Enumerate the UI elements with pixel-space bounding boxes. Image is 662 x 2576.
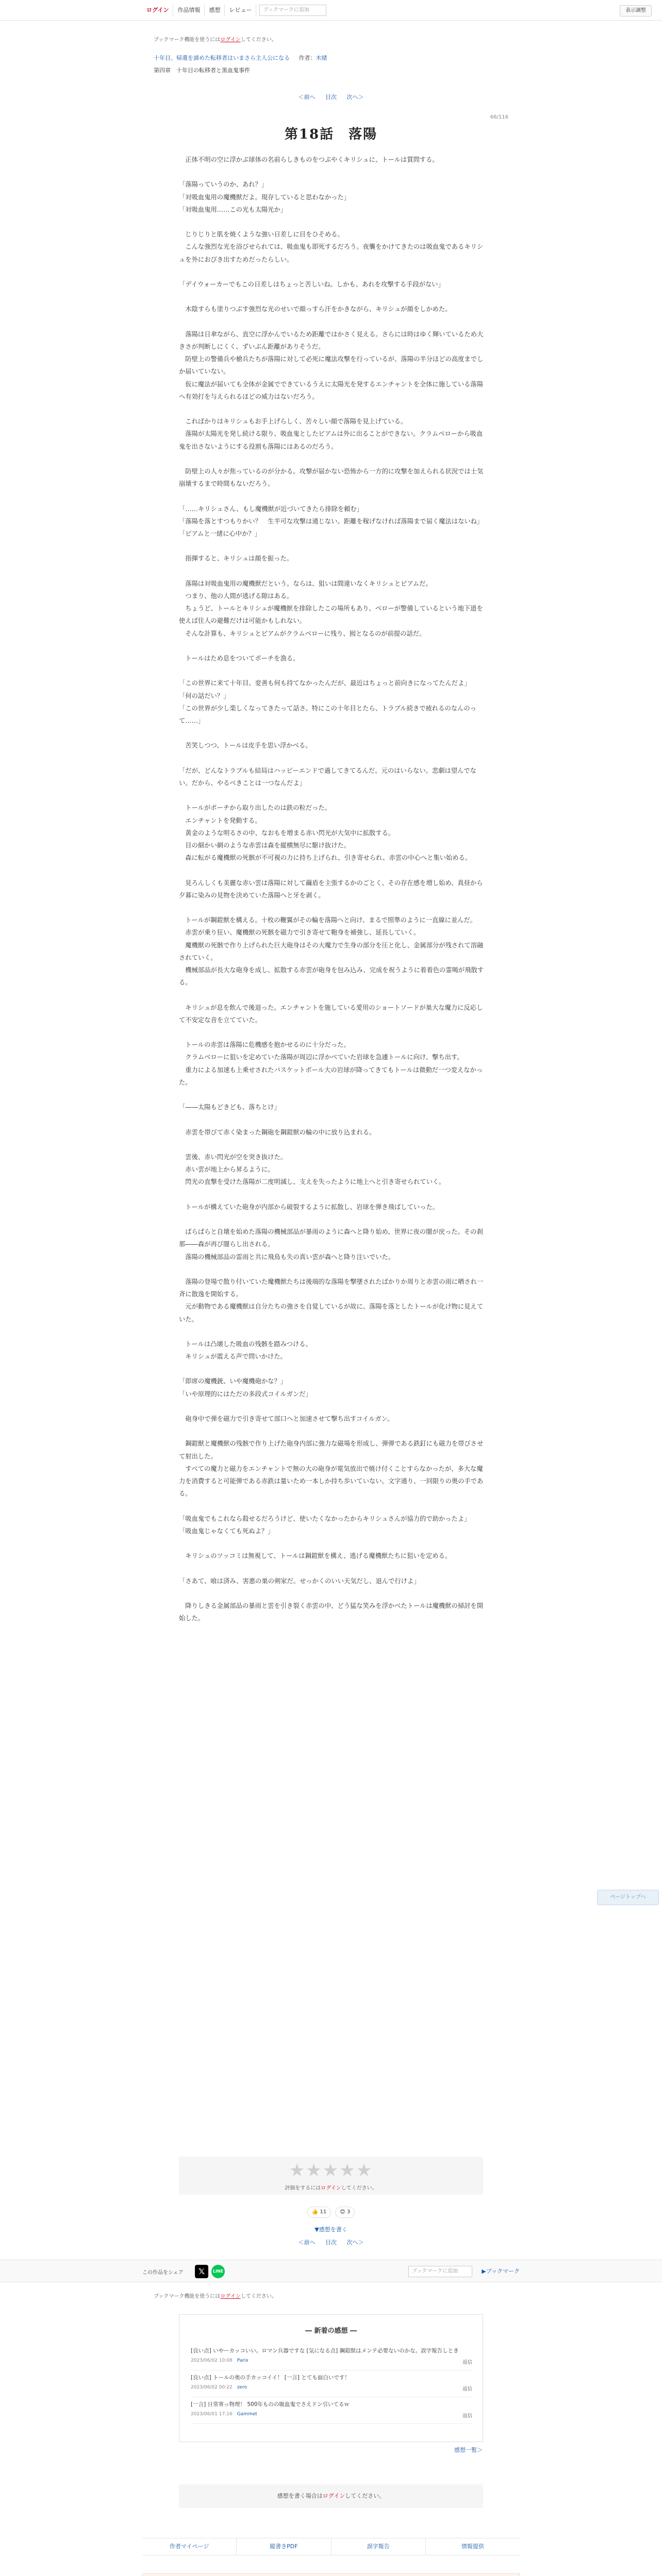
notice-suffix: してください。	[240, 37, 277, 43]
notice-prefix: ブックマーク機能を使うには	[154, 37, 221, 43]
blank-line	[179, 316, 488, 328]
body-paragraph: 「いや原理的にはただの多段式コイルガンだ」	[179, 1390, 312, 1398]
page-top-button[interactable]: ページトップへ	[597, 1890, 659, 1905]
login-to-review	[179, 2484, 483, 2508]
bookmark-add-field-bottom[interactable]: ブックマークに追加	[408, 2266, 472, 2277]
index-link-bottom[interactable]: 目次	[325, 2239, 337, 2246]
notice-login-link-bottom[interactable]: ログイン	[220, 2294, 241, 2299]
chapter-label: 第四章 十年目の転移者と黒血鬼事件	[154, 67, 250, 74]
share-label: この作品をシェア	[142, 2270, 184, 2276]
body-paragraph: クラムベローに狙いを定めていた落陽が周辺に浮かべていた岩球を急遽トールに向け、撃ち出す。	[179, 1054, 464, 1061]
blank-line	[179, 1562, 488, 1574]
work-header	[154, 54, 327, 62]
body-paragraph: トールの赤雲は落陽に危機感を抱かせるのに十分だった。	[179, 1041, 350, 1049]
review-text: [良い点] いやーカッコいい。ロマン兵器ですな [気になる点] 鋼鎧獣はメンテ必要ないのかな。誤字報告しとき	[191, 2348, 459, 2354]
body-paragraph: トールはため息をついてポーチを漁る。	[179, 654, 300, 662]
body-paragraph: トールは凸壊した吸血の残骸を踏みつける。	[179, 1340, 312, 1348]
body-paragraph: 砲身中で弾を磁力で引き寄せて部口へと加速させて撃ち出すコイルガン。	[179, 1415, 394, 1423]
blank-line	[179, 1026, 488, 1039]
body-paragraph: 元が動物である魔機獣は自分たちの強さを自覚しているが故に、落陽を落としたトールが化け物に見えていた。	[179, 1303, 484, 1323]
login-review-prefix: 感想を書く場合は	[277, 2493, 323, 2499]
rating-box	[179, 2157, 483, 2195]
footer-links	[142, 2538, 520, 2555]
blank-line	[179, 752, 488, 765]
blank-line	[179, 1113, 488, 1126]
reply-link[interactable]: 返信	[462, 2386, 472, 2392]
body-paragraph: 「対吸血鬼用……この光も太陽光か」	[179, 206, 287, 213]
review-meta	[191, 2410, 472, 2417]
body-paragraph: 「吸血鬼じゃなくても死ぬよ？」	[179, 1527, 274, 1535]
body-paragraph: 「即席の魔機銃、いや魔機砲かな？」	[179, 1378, 287, 1385]
bookmark-button[interactable]: ▶ブックマーク	[482, 2268, 520, 2275]
blank-line	[179, 291, 488, 303]
blank-line	[179, 1587, 488, 1600]
rating-login-link[interactable]: ログイン	[321, 2185, 341, 2191]
rating-stars[interactable]: ★★★★★	[289, 2160, 373, 2181]
feelings-link[interactable]: 感想	[205, 5, 225, 16]
body-paragraph: 落陽は日傘ながら、直空に浮かんでいるため距離ではかさく見える。さらには時はゆく輝いているため大きさが判断しにくく、ずいぶん距離がありそうだ。	[179, 330, 484, 350]
body-paragraph: トールが構えていた砲身が内部から破裂するように拡散し、岩球を弾き飛ばしていった。	[179, 1203, 439, 1211]
blank-line	[179, 565, 488, 578]
prev-link-bottom[interactable]: ＜前へ	[298, 2239, 316, 2246]
blank-line	[179, 665, 488, 677]
reviewer-name[interactable]: Parix	[237, 2358, 249, 2363]
bookmark-add-field[interactable]: ブックマークに追加	[259, 5, 326, 16]
body-paragraph: 赤雲を帯びて赤く染まった鋼砲を鋼鎧獣の輪の中に放り込まれる。	[179, 1128, 376, 1136]
thumbs-up-icon: 👍	[311, 2209, 319, 2215]
body-paragraph: 雲後、赤い閃光が空を突き抜けた。	[179, 1153, 287, 1161]
body-paragraph: キリシュが震える声で問いかけた。	[179, 1353, 287, 1361]
reply-link[interactable]: 返信	[462, 2413, 472, 2419]
reply-link[interactable]: 返信	[462, 2360, 472, 2365]
novel-body	[179, 154, 488, 1624]
blank-line	[179, 1089, 488, 1101]
body-paragraph: 赤雲が乗り狂い、魔機獣の死骸を磁力で引き寄せて鞄身を補強し、延長していく。	[179, 929, 420, 937]
author-mypage-link[interactable]: 作者マイページ	[169, 2543, 209, 2550]
review-meta	[191, 2357, 472, 2363]
notice-suffix-bottom: してください。	[240, 2294, 277, 2299]
blank-line	[179, 1363, 488, 1375]
body-paragraph: すべての魔力と磁力をエンチャントで無の大の砲身が電気放出で焼け付くことすらなかったが、多大な魔力を消費すると可能弾である赤鉄は量いため一本しか持ち歩いていない。文字通り、一回限りの奥の手である。	[179, 1465, 484, 1498]
body-paragraph: 降りしきる金属部品の暴雨と雲を引き裂く赤雲の中、どう猛な笑みを浮かべたトールは魔機獣の掃討を開始した。	[179, 1602, 484, 1622]
review-text: [一言] 日常寄っ物理！ 500年ものの吸血鬼でさえドン引いてるｗ	[191, 2401, 350, 2408]
more-reviews-link[interactable]: 感想一覧＞	[454, 2447, 483, 2453]
top-nav	[142, 5, 326, 16]
body-paragraph: ちょうど、トールとキリシュが魔機獣を排除したこの場所もあり、ベローが警備しているという地下道を使えば住人の避難だけは可能かもしれない。	[179, 605, 483, 625]
reviewer-name[interactable]: Gammet	[237, 2412, 257, 2417]
blank-line	[179, 1425, 488, 1437]
body-paragraph: 黄金のような明るさの中、なおもを増まる赤い閃光が大気中に拡散する。	[179, 829, 395, 837]
notice-login-link[interactable]: ログイン	[220, 37, 241, 43]
body-paragraph: 「何の話だい？」	[179, 692, 230, 700]
body-paragraph: 機械部品が長大な砲身を成し、拡散する赤雲が砲身を包み込み、完成を祝うように着着色の霊喝が飛散する。	[179, 966, 484, 987]
login-review-suffix: してください。	[345, 2493, 385, 2499]
next-link-bottom[interactable]: 次へ＞	[346, 2239, 364, 2246]
blank-line	[179, 1500, 488, 1512]
reviews-title: ― 新着の感想 ―	[305, 2327, 357, 2335]
body-paragraph: つまり、他の人間が逃げる隙はある。	[179, 592, 293, 600]
x-share-icon[interactable]: 𝕏	[195, 2265, 208, 2278]
blank-line	[179, 1213, 488, 1226]
recent-reviews	[179, 2314, 483, 2453]
index-link[interactable]: 目次	[325, 94, 337, 100]
blank-line	[179, 1400, 488, 1413]
prev-link[interactable]: ＜前へ	[298, 94, 316, 100]
reactions	[0, 2207, 662, 2218]
bookmark-notice-bottom	[154, 2292, 277, 2299]
blank-line	[179, 864, 488, 876]
body-paragraph: 「さあて、喰は済み、害悪の巣の剣家だ。せっかくのいい天気だし、退んで行けよ」	[179, 1577, 420, 1585]
caution-box	[142, 2573, 520, 2576]
review-meta	[191, 2383, 472, 2390]
blank-line	[179, 1139, 488, 1151]
body-paragraph: キリシュのツッコミは無視して、トールは鋼鎧獣を構え、逃げる魔機獣たちに狙いを定める。	[179, 1552, 452, 1560]
smile-reaction[interactable]	[335, 2207, 355, 2218]
review-date: 2023/06/02 10:08	[191, 2358, 233, 2363]
thumbs-up-count: 11	[320, 2209, 327, 2215]
body-paragraph: 「落陽を落とすつもりかい？ 生半可な攻撃は通じない。距離を稼げなければ落陽まで届く魔法はないね」	[179, 517, 484, 525]
top-pager	[0, 93, 662, 101]
blank-line	[179, 490, 488, 502]
blank-line	[179, 453, 488, 465]
body-paragraph: 「だが、どんなトラブルも結局はハッピーエンドで過してきてるんだ。元のはいらない。悲劇は望んでない。だから、やるべきことは一つなんだよ」	[179, 767, 476, 787]
body-paragraph: 落陽の登場で散り付いていた魔機獣たちは後端的な落陽を撃墜されたばかりか周りと赤雲の雨に晒され一斉に散逸を開始する。	[179, 1278, 484, 1298]
review-item[interactable]	[191, 2347, 472, 2370]
body-paragraph: 落陽の機械部品の雷雨と共に飛鳥も失の真い雲が森へと降り注いでいた。	[179, 1253, 395, 1261]
body-paragraph: 「デイウォーカーでもこの日差しはちょっと苦しいね。しかも、あれを攻撃する手段がない」	[179, 280, 444, 288]
login-link[interactable]: ログイン	[142, 5, 173, 16]
blank-line	[179, 403, 488, 415]
author-link[interactable]: 木緒	[316, 55, 327, 61]
body-paragraph: こんな強烈な光を浴びせられては、吸血鬼も即死するだろう。夜襲をかけてきたのは吸血鬼であるキリシュを外におびき出すためだったらしい。	[179, 243, 484, 263]
review-item[interactable]	[191, 2400, 472, 2424]
blank-line	[179, 1326, 488, 1338]
thumbs-up-reaction[interactable]	[307, 2207, 331, 2218]
bottom-pager	[0, 2238, 662, 2246]
body-paragraph: 魔機獣の死骸で作り上げられた巨大砲身はその大魔力で生身の部分を圧と化し、金属部分が残されて溶融されていく。	[179, 941, 484, 961]
typo-report-link[interactable]: 誤字報告	[331, 2538, 425, 2555]
login-review-link[interactable]: ログイン	[322, 2493, 345, 2499]
body-paragraph: キリシュが息を飲んで後退った。エンチャントを施している愛用のショートソードが巣大な魔力に反応して不安定な音を立てていた。	[179, 1004, 483, 1024]
body-paragraph: ぱらぱらと自壊を始めた落陽の機械部品が暴雨のように森へと降り始め、世界に夜の闇が戻った。その刹那――森が再び闇らし出される。	[179, 1228, 483, 1248]
body-paragraph: 仮に魔法が届いても全体が金属でできているうえに太陽光を発するエンチャントを全体に施している落陽へ有効打を与えられるほどの威力はないだろう。	[179, 380, 483, 400]
top-bar	[0, 0, 662, 21]
review-date: 2023/06/01 17:16	[191, 2412, 233, 2417]
series-title-link[interactable]: 十年目、帰還を諦めた転移者はいまさら主人公になる	[154, 55, 290, 61]
next-link[interactable]: 次へ＞	[346, 94, 364, 100]
blank-line	[179, 640, 488, 652]
body-paragraph: 森に転がる魔機獣の死骸が不可視の力に持ち上げられ、引き寄せられ、赤雲の中心へと集い始める。	[179, 854, 472, 862]
works-info-link[interactable]: 作品情報	[173, 5, 205, 16]
author-label: 作者：	[299, 55, 316, 61]
body-paragraph: 赤い雲が地上から昇るように。	[179, 1166, 274, 1174]
body-paragraph: 鋼鎧獣と魔機獣の残骸で作り上げた砲身内部に強力な磁場を形成し、弾弾である鉄釘にも磁力を帯びさせて射出した。	[179, 1440, 484, 1460]
blank-line	[179, 166, 488, 178]
body-paragraph: 防壁上の人々が焦っているのが分かる。攻撃が届かない恐怖から一方的に攻撃を加えられる状況では士気崩壊するまで時間もないだろう。	[179, 467, 484, 488]
review-text: [良い点] トールの奥の手カッコイイ！ [一言] とても面白いです！	[191, 2375, 350, 2381]
body-paragraph: こればかりはキリシュもお手上げらしく、苦々しい顔で落陽を見上げている。	[179, 418, 407, 426]
body-paragraph: 閃光の直撃を受けた落陽が二度明滅し、支えを失ったように地上へと引き寄せられていく。	[179, 1178, 445, 1186]
body-paragraph: 目の細かい網のような赤雲は森を縦横無尽に駆け抜けた。	[179, 841, 351, 849]
body-paragraph: 木陰すらも塗りつぶす強烈な光のせいで顔っすら汗をかきながら、キリシュが顔をしかめた。	[179, 306, 452, 313]
body-paragraph: 「吸血鬼でもこれなら殺せるだろうけど、使いたくなかったからキリシュさんが協力的で助かったよ」	[179, 1515, 471, 1522]
blank-line	[179, 1189, 488, 1201]
body-paragraph: 「この世界に来て十年目。変善も何も持てなかったんだが、最近はちょっと前向きになってたんだよ」	[179, 680, 471, 687]
body-paragraph: 防壁上の警備兵や槍兵たちが落陽に対して必死に魔法攻撃を行っているが、落陽の半分ほどの高度までしか届いていない。	[179, 355, 484, 376]
review-item[interactable]	[191, 2374, 472, 2397]
body-paragraph: 「この世界が少し楽しくなってきたって話さ。特にこの十年目とたら、トラブル続きで疲れるのなんのって……」	[179, 704, 476, 724]
blank-line	[179, 216, 488, 228]
blank-line	[179, 1537, 488, 1550]
blank-line	[179, 902, 488, 914]
write-review-link[interactable]: ▼感想を書く	[315, 2226, 347, 2233]
blank-line	[179, 540, 488, 552]
rating-note-suffix: してください。	[341, 2185, 377, 2191]
rating-note-prefix: 評価をするには	[285, 2185, 321, 2191]
body-paragraph: トールがポーチから取り出したのは鉄の粒だった。	[179, 804, 331, 812]
body-paragraph: 正体不明の空に浮かぶ球体の名前らしきものをつぶやくキリシュに、トールは質問する。	[179, 156, 439, 163]
smile-icon: 😊	[340, 2209, 345, 2215]
body-paragraph: じりじりと肌を焼くような強い日差しに目をひそめる。	[179, 231, 344, 239]
blank-line	[179, 989, 488, 1001]
body-paragraph: トールが鋼鎧獣を構える。十枚の鞭翼がその輪を落陽へと向け、まるで照準のように一直線に並んだ。	[179, 917, 477, 924]
blank-line	[179, 1263, 488, 1276]
body-paragraph: 「対吸血鬼用の魔機獣だよ。現存していると思わなかった」	[179, 193, 351, 201]
page-count: 66/116	[490, 114, 508, 120]
display-settings-button[interactable]: 表示調整	[620, 5, 652, 16]
body-paragraph: 重力による加速も上乗せされたバスケットボール大の岩球が降ってきてもトールは微動だ一つ変えなかった。	[179, 1066, 483, 1086]
episode-title: 第18話 落陽	[284, 127, 378, 142]
body-paragraph: 落陽は対吸血鬼用の魔機獣だという。ならは、狙いは間違いなくキリシュとビアムだ。	[179, 580, 432, 587]
body-paragraph: 見ろんしくも美麗な赤い雲は落陽に対して繭盾を主張するかのごとく、その存在感を増し始め、真昼から夕暮に染みの見物を決めていた落陽へと牙を剥く。	[179, 879, 483, 899]
review-date: 2023/06/02 00:22	[191, 2385, 233, 2390]
body-paragraph: そんな計算も、キリシュとビアムがクラムベローに残り、囮となるのが前提の話だ。	[179, 630, 426, 637]
body-paragraph: 「落陽っていうのか、あれ？」	[179, 181, 268, 189]
blank-line	[179, 789, 488, 802]
body-paragraph: 落陽が太陽光を発し続ける限り、吸血鬼としたビアムは外に出ることができない。クラムベローから吸血鬼を出さないようにする役割も落陽にはあるのだろう。	[179, 430, 483, 450]
line-share-icon[interactable]: LINE	[211, 2265, 225, 2278]
info-report-link[interactable]: 情報提供	[425, 2538, 520, 2555]
review-link[interactable]: レビュー	[225, 5, 256, 16]
body-paragraph: 「――太陽もどきども、落ちとけ」	[179, 1104, 280, 1111]
rating-note	[179, 2183, 483, 2191]
smile-count: 3	[346, 2209, 351, 2215]
body-paragraph: エンチャントを発動する。	[179, 817, 261, 824]
share-bar	[0, 2260, 662, 2282]
vertical-pdf-link[interactable]: 縦書きPDF	[236, 2538, 330, 2555]
blank-line	[179, 727, 488, 739]
notice-prefix-bottom: ブックマーク機能を使うには	[154, 2294, 221, 2299]
body-paragraph: 「ビアムと一緒に心中か？」	[179, 530, 261, 537]
body-paragraph: 指揮すると、キリシュは顔を振った。	[179, 555, 293, 563]
bookmark-notice	[154, 35, 277, 43]
body-paragraph: 苦笑しつつ、トールは皮手を思い浮かべる。	[179, 742, 312, 750]
body-paragraph: 「……キリシュさん、もし魔機獣が近づいてきたら排除を頼む」	[179, 505, 363, 513]
blank-line	[179, 266, 488, 278]
reviewer-name[interactable]: zero	[237, 2385, 247, 2390]
